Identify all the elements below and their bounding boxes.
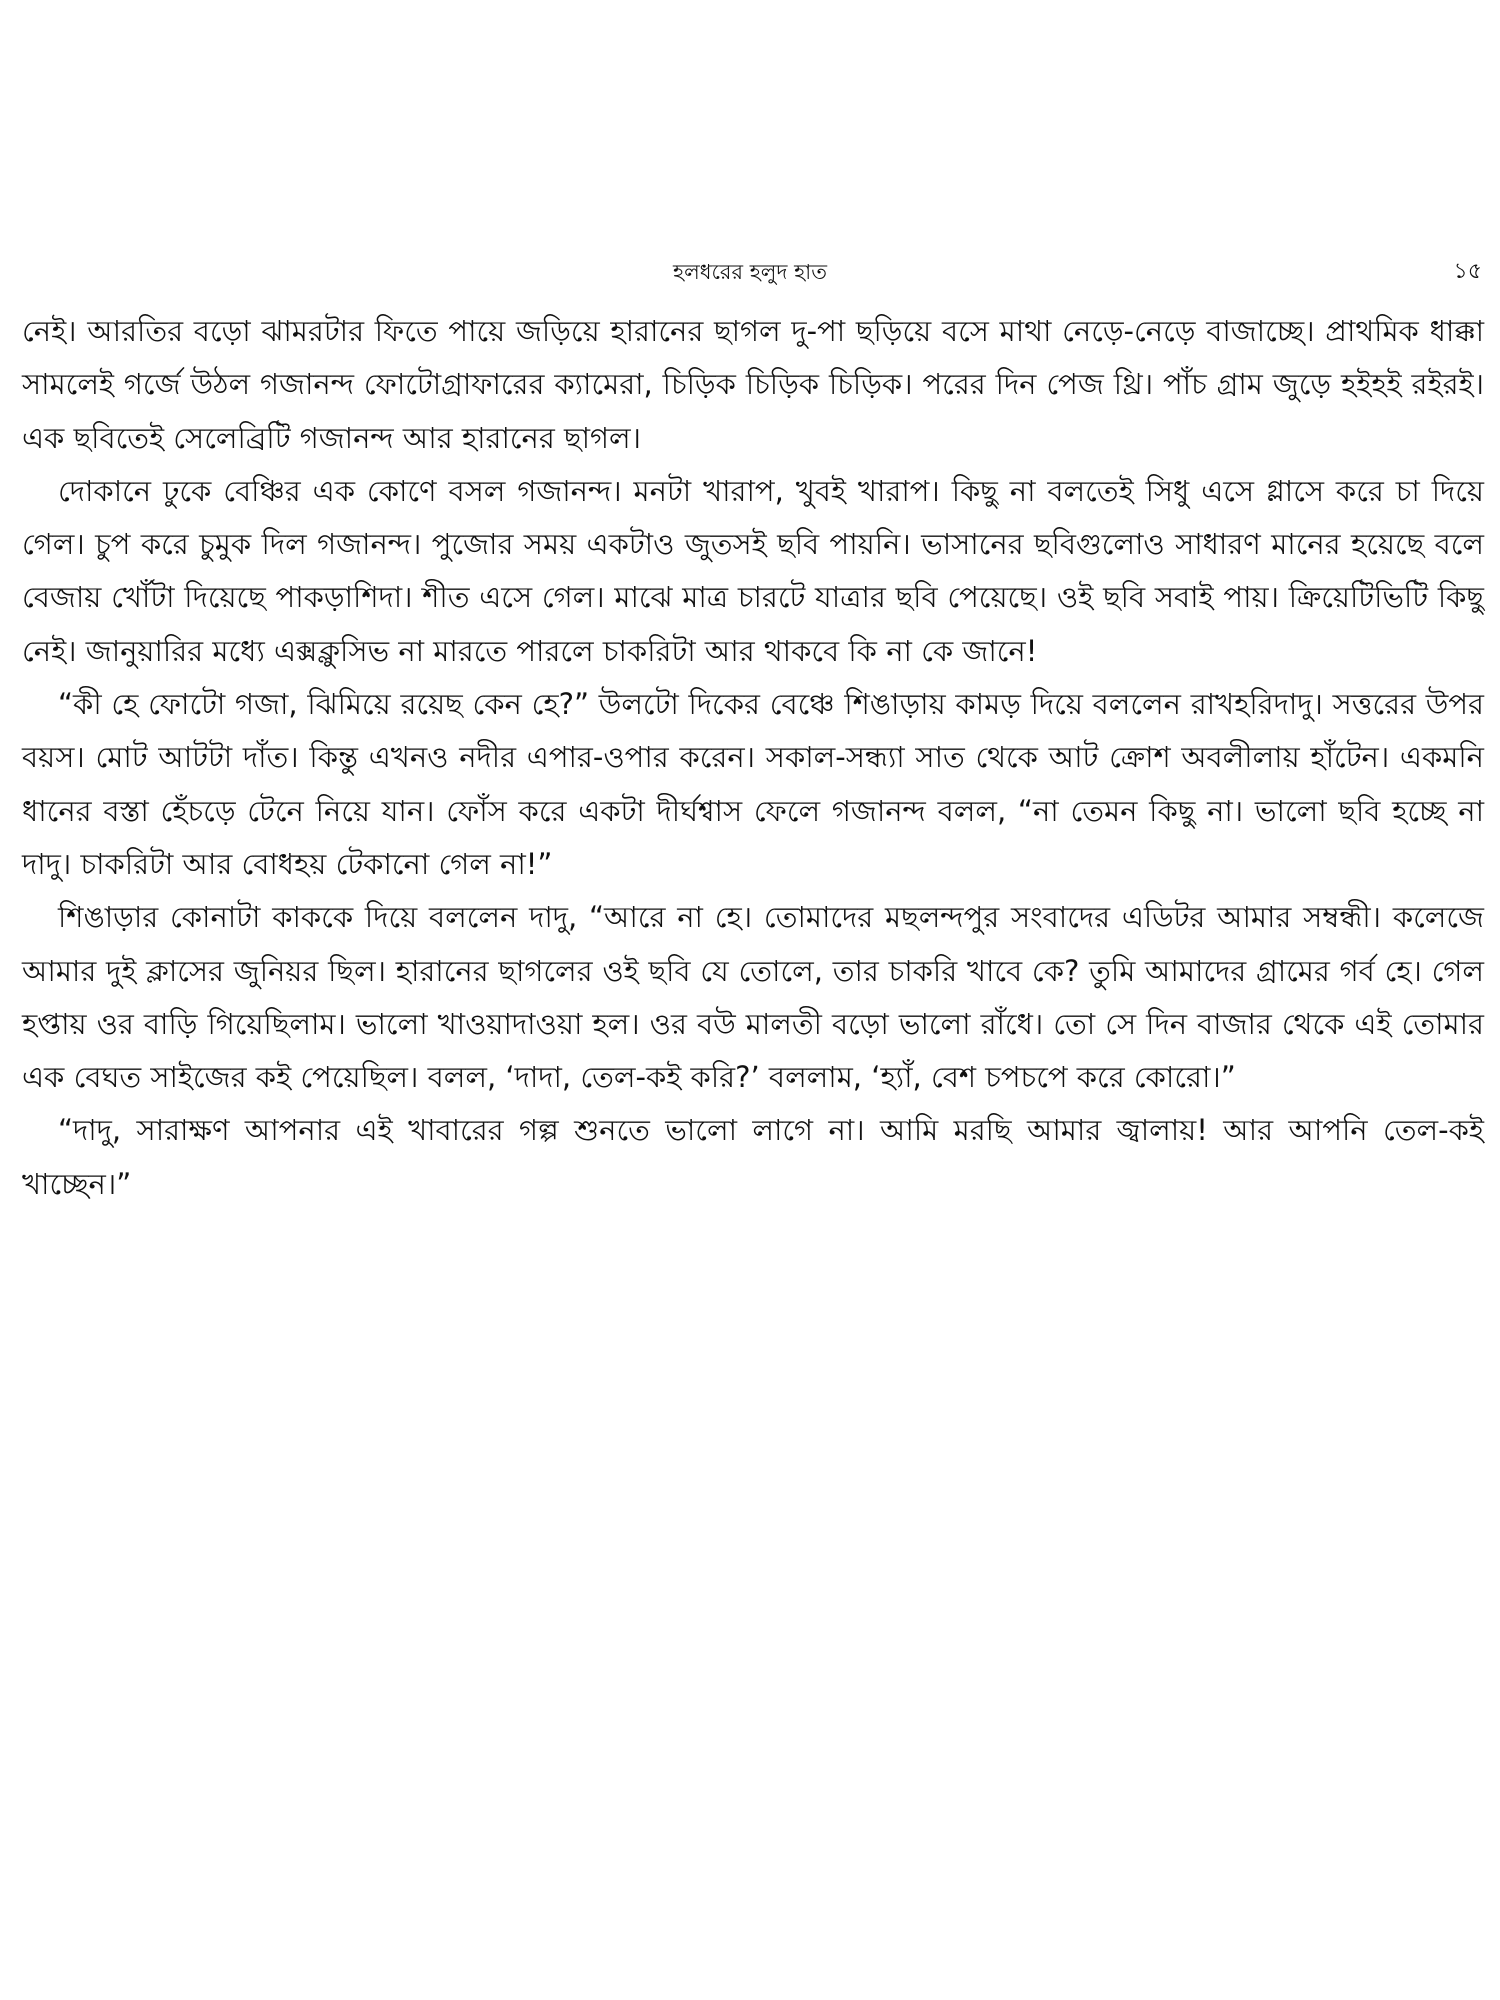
page-number: ১৫ xyxy=(1453,259,1482,284)
paragraph: শিঙাড়ার কোনাটা কাককে দিয়ে বললেন দাদু, “আরে না হে। তোমাদের মছলন্দপুর সংবাদের এডিটর আমার সম্বন্ধী। কলেজে আমার দুই ক্লাসের জুনিয়র ছিল। হারানের ছাগলের ওই ছবি যে তোলে, তার চাকরি খাবে কে? তুমি আমাদের গ্রামের গর্ব হে। গেল হপ্তায় ওর বাড়ি গিয়েছিলাম। ভালো খাওয়াদাওয়া হল। ওর বউ মালতী বড়ো ভালো রাঁধে। তো সে দিন বাজার থেকে এই তোমার এক বেঘত সাইজের কই পেয়েছিল। বলল, ‘দাদা, তেল-কই করি?’ বললাম, ‘হ্যাঁ, বেশ চপচপে করে কোরো।” xyxy=(22,900,1484,1095)
running-title: হলধরের হলুদ হাত xyxy=(673,260,827,284)
paragraph: দোকানে ঢুকে বেঞ্চির এক কোণে বসল গজানন্দ। মনটা খারাপ, খুবই খারাপ। কিছু না বলতেই সিধু এসে গ্লাসে করে চা দিয়ে গেল। চুপ করে চুমুক দিল গজানন্দ। পুজোর সময় একটাও জুতসই ছবি পায়নি। ভাসানের ছবিগুলোও সাধারণ মানের হয়েছে বলে বেজায় খোঁটা দিয়েছে পাকড়াশিদা। শীত এসে গেল। মাঝে মাত্র চারটে যাত্রার ছবি পেয়েছে। ওই ছবি সবাই পায়। ক্রিয়েটিভিটি কিছু নেই। জানুয়ারির মধ্যে এক্সক্লুসিভ না মারতে পারলে চাকরিটা আর থাকবে কি না কে জানে! xyxy=(22,473,1484,668)
paragraph: নেই। আরতির বড়ো ঝামরটার ফিতে পায়ে জড়িয়ে হারানের ছাগল দু-পা ছড়িয়ে বসে মাথা নেড়ে-নেড়ে বাজাচ্ছে। প্রাথমিক ধাক্কা সামলেই গর্জে উঠল গজানন্দ ফোটোগ্রাফারের ক্যামেরা, চিড়িক চিড়িক চিড়িক। পরের দিন পেজ থ্রি। পাঁচ গ্রাম জুড়ে হইহই রইরই। এক ছবিতেই সেলেব্রিটি গজানন্দ আর হারানের ছাগল। xyxy=(22,314,1484,455)
paragraph: “কী হে ফোটো গজা, ঝিমিয়ে রয়েছ কেন হে?” উলটো দিকের বেঞ্চে শিঙাড়ায় কামড় দিয়ে বললেন রাখহরিদাদু। সত্তরের উপর বয়স। মোট আটটা দাঁত। কিন্তু এখনও নদীর এপার-ওপার করেন। সকাল-সন্ধ্যা সাত থেকে আট ক্রোশ অবলীলায় হাঁটেন। একমনি ধানের বস্তা হেঁচড়ে টেনে নিয়ে যান। ফোঁস করে একটা দীর্ঘশ্বাস ফেলে গজানন্দ বলল, “না তেমন কিছু না। ভালো ছবি হচ্ছে না দাদু। চাকরিটা আর বোধহয় টেকানো গেল না!” xyxy=(22,687,1484,881)
paragraph: “দাদু, সারাক্ষণ আপনার এই খাবারের গল্প শুনতে ভালো লাগে না। আমি মরছি আমার জ্বালায়! আর আপনি তেল-কই খাচ্ছেন।” xyxy=(22,1113,1484,1201)
body-text xyxy=(22,305,1484,1211)
running-header xyxy=(0,255,1500,289)
